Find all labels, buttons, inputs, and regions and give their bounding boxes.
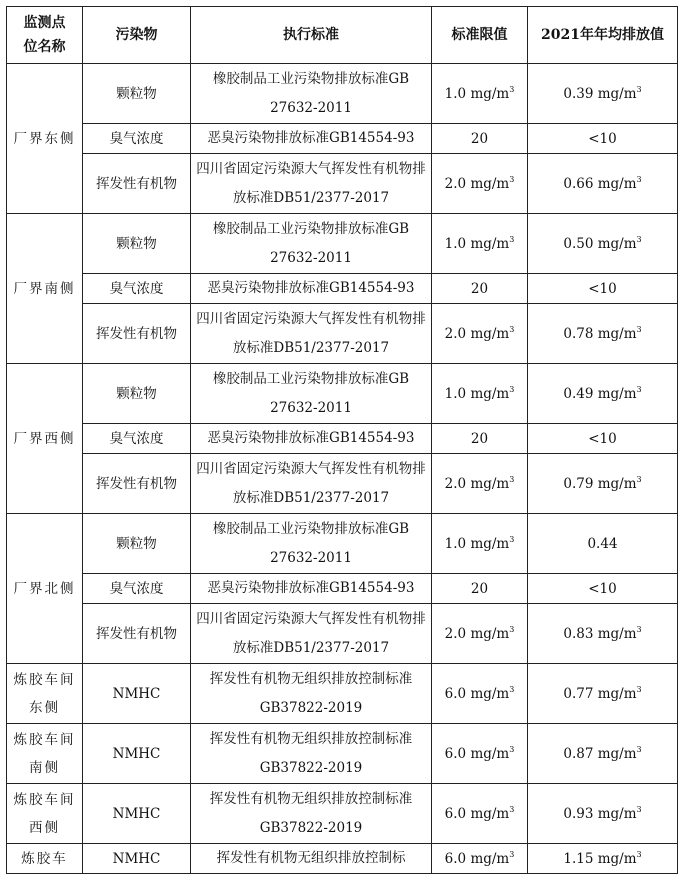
limit-value: 20 [470, 430, 489, 447]
limit-cell [432, 424, 528, 454]
limit-value: 2.0 [444, 475, 467, 492]
avg-cell [528, 574, 678, 604]
header-site: 监测点位名称 [7, 7, 83, 64]
limit-unit: mg/m [470, 685, 510, 702]
avg-unit: mg/m [597, 805, 637, 822]
avg-value: 0.44 [587, 535, 618, 552]
limit-value: 6.0 [444, 685, 467, 702]
header-annual-avg: 2021年年均排放值 [528, 7, 678, 64]
limit-cell [432, 844, 528, 874]
limit-unit-sup: 3 [509, 384, 515, 394]
limit-unit-sup: 3 [509, 474, 515, 484]
limit-unit: mg/m [470, 85, 510, 102]
avg-cell [528, 304, 678, 364]
limit-cell [432, 64, 528, 124]
limit-unit-sup: 3 [509, 174, 515, 184]
avg-value: 0.66 [563, 175, 594, 192]
avg-unit-sup: 3 [636, 84, 642, 94]
limit-value: 2.0 [444, 625, 467, 642]
avg-value: <10 [588, 580, 617, 597]
pollutant-cell: 臭气浓度 [83, 574, 191, 604]
avg-cell [528, 124, 678, 154]
avg-unit: mg/m [597, 475, 637, 492]
avg-value: 1.15 [563, 850, 594, 867]
limit-unit: mg/m [470, 625, 510, 642]
avg-value: 0.83 [563, 625, 594, 642]
limit-unit: mg/m [470, 475, 510, 492]
limit-value: 1.0 [444, 385, 467, 402]
avg-cell [528, 604, 678, 664]
limit-cell [432, 154, 528, 214]
header-standard: 执行标准 [191, 7, 432, 64]
table-row [7, 664, 678, 724]
avg-unit: mg/m [597, 325, 637, 342]
limit-cell [432, 304, 528, 364]
table-body [7, 64, 678, 874]
standard-cell: 挥发性有机物无组织排放控制标准GB37822-2019 [191, 664, 432, 724]
limit-cell [432, 364, 528, 424]
pollutant-cell: 臭气浓度 [83, 424, 191, 454]
avg-cell [528, 424, 678, 454]
avg-value: 0.79 [563, 475, 594, 492]
site-cell: 炼胶车间南侧 [7, 724, 83, 784]
pollutant-cell: 挥发性有机物 [83, 304, 191, 364]
limit-unit-sup: 3 [509, 849, 515, 859]
header-pollutant: 污染物 [83, 7, 191, 64]
limit-cell [432, 514, 528, 574]
avg-unit-sup: 3 [636, 624, 642, 634]
limit-unit: mg/m [470, 850, 510, 867]
limit-unit: mg/m [470, 175, 510, 192]
standard-cell: 挥发性有机物无组织排放控制标准GB37822-2019 [191, 784, 432, 844]
limit-cell [432, 214, 528, 274]
avg-value: 0.87 [563, 745, 594, 762]
avg-value: 0.77 [563, 685, 594, 702]
emission-table [6, 6, 678, 874]
site-cell: 厂界西侧 [7, 364, 83, 514]
pollutant-cell: 颗粒物 [83, 214, 191, 274]
avg-unit: mg/m [597, 175, 637, 192]
limit-unit: mg/m [470, 385, 510, 402]
standard-cell: 四川省固定污染源大气挥发性有机物排放标准DB51/2377-2017 [191, 154, 432, 214]
site-cell: 厂界东侧 [7, 64, 83, 214]
limit-cell [432, 124, 528, 154]
avg-unit: mg/m [597, 850, 637, 867]
limit-value: 20 [470, 130, 489, 147]
avg-cell [528, 784, 678, 844]
site-cell: 炼胶车间西侧 [7, 784, 83, 844]
standard-cell: 橡胶制品工业污染物排放标准GB 27632-2011 [191, 364, 432, 424]
avg-cell [528, 154, 678, 214]
avg-unit-sup: 3 [636, 234, 642, 244]
limit-value: 2.0 [444, 175, 467, 192]
site-cell: 炼胶车间东侧 [7, 664, 83, 724]
pollutant-cell: 挥发性有机物 [83, 604, 191, 664]
limit-unit-sup: 3 [509, 684, 515, 694]
standard-cell: 四川省固定污染源大气挥发性有机物排放标准DB51/2377-2017 [191, 454, 432, 514]
standard-cell: 橡胶制品工业污染物排放标准GB 27632-2011 [191, 514, 432, 574]
limit-unit-sup: 3 [509, 324, 515, 334]
avg-value: <10 [588, 430, 617, 447]
pollutant-cell: 挥发性有机物 [83, 454, 191, 514]
limit-cell [432, 604, 528, 664]
avg-value: <10 [588, 280, 617, 297]
avg-unit-sup: 3 [636, 684, 642, 694]
table-row [7, 364, 678, 424]
avg-unit-sup: 3 [636, 744, 642, 754]
avg-cell [528, 664, 678, 724]
avg-cell [528, 64, 678, 124]
avg-cell [528, 274, 678, 304]
limit-value: 1.0 [444, 535, 467, 552]
limit-cell [432, 664, 528, 724]
standard-cell: 橡胶制品工业污染物排放标准GB 27632-2011 [191, 214, 432, 274]
standard-cell: 四川省固定污染源大气挥发性有机物排放标准DB51/2377-2017 [191, 304, 432, 364]
avg-unit: mg/m [597, 235, 637, 252]
limit-unit-sup: 3 [509, 744, 515, 754]
limit-value: 6.0 [444, 745, 467, 762]
table-row [7, 454, 678, 514]
avg-value: 0.49 [563, 385, 594, 402]
table-row [7, 604, 678, 664]
site-cell: 厂界南侧 [7, 214, 83, 364]
limit-cell [432, 784, 528, 844]
avg-unit-sup: 3 [636, 324, 642, 334]
table-row [7, 274, 678, 304]
table-row [7, 514, 678, 574]
standard-cell: 橡胶制品工业污染物排放标准GB 27632-2011 [191, 64, 432, 124]
standard-cell: 四川省固定污染源大气挥发性有机物排放标准DB51/2377-2017 [191, 604, 432, 664]
standard-cell: 恶臭污染物排放标准GB14554-93 [191, 124, 432, 154]
limit-unit-sup: 3 [509, 534, 515, 544]
table-row [7, 724, 678, 784]
avg-unit-sup: 3 [636, 384, 642, 394]
avg-value: <10 [588, 130, 617, 147]
limit-value: 6.0 [444, 805, 467, 822]
table-row [7, 154, 678, 214]
table-row [7, 574, 678, 604]
standard-cell: 挥发性有机物无组织排放控制标 [191, 844, 432, 874]
limit-unit: mg/m [470, 325, 510, 342]
avg-cell [528, 724, 678, 784]
pollutant-cell: 臭气浓度 [83, 124, 191, 154]
table-header-row [7, 7, 678, 64]
avg-value: 0.50 [563, 235, 594, 252]
limit-unit: mg/m [470, 535, 510, 552]
table-row [7, 64, 678, 124]
limit-unit-sup: 3 [509, 234, 515, 244]
pollutant-cell: 颗粒物 [83, 64, 191, 124]
pollutant-cell: NMHC [83, 724, 191, 784]
table-row [7, 844, 678, 874]
limit-cell [432, 454, 528, 514]
avg-unit: mg/m [597, 385, 637, 402]
pollutant-cell: 颗粒物 [83, 364, 191, 424]
standard-cell: 恶臭污染物排放标准GB14554-93 [191, 424, 432, 454]
limit-unit-sup: 3 [509, 804, 515, 814]
limit-value: 2.0 [444, 325, 467, 342]
pollutant-cell: 臭气浓度 [83, 274, 191, 304]
limit-unit: mg/m [470, 745, 510, 762]
limit-value: 1.0 [444, 235, 467, 252]
avg-value: 0.39 [563, 85, 594, 102]
limit-unit: mg/m [470, 235, 510, 252]
limit-value: 20 [470, 580, 489, 597]
limit-cell [432, 574, 528, 604]
limit-unit: mg/m [470, 805, 510, 822]
avg-cell [528, 364, 678, 424]
pollutant-cell: NMHC [83, 664, 191, 724]
avg-unit-sup: 3 [636, 174, 642, 184]
table-row [7, 124, 678, 154]
limit-value: 20 [470, 280, 489, 297]
avg-cell [528, 844, 678, 874]
pollutant-cell: 挥发性有机物 [83, 154, 191, 214]
avg-unit: mg/m [597, 745, 637, 762]
pollutant-cell: 颗粒物 [83, 514, 191, 574]
table-row [7, 214, 678, 274]
table-row [7, 784, 678, 844]
pollutant-cell: NMHC [83, 784, 191, 844]
site-cell: 厂界北侧 [7, 514, 83, 664]
avg-unit-sup: 3 [636, 804, 642, 814]
avg-cell [528, 214, 678, 274]
header-limit: 标准限值 [432, 7, 528, 64]
avg-unit-sup: 3 [636, 849, 642, 859]
avg-value: 0.78 [563, 325, 594, 342]
limit-cell [432, 724, 528, 784]
avg-cell [528, 514, 678, 574]
limit-value: 1.0 [444, 85, 467, 102]
table-row [7, 304, 678, 364]
limit-value: 6.0 [444, 850, 467, 867]
standard-cell: 恶臭污染物排放标准GB14554-93 [191, 574, 432, 604]
pollutant-cell: NMHC [83, 844, 191, 874]
avg-unit: mg/m [597, 85, 637, 102]
limit-unit-sup: 3 [509, 84, 515, 94]
avg-cell [528, 454, 678, 514]
avg-unit: mg/m [597, 625, 637, 642]
standard-cell: 恶臭污染物排放标准GB14554-93 [191, 274, 432, 304]
site-cell: 炼胶车 [7, 844, 83, 874]
avg-unit: mg/m [597, 685, 637, 702]
standard-cell: 挥发性有机物无组织排放控制标准GB37822-2019 [191, 724, 432, 784]
table-row [7, 424, 678, 454]
avg-value: 0.93 [563, 805, 594, 822]
avg-unit-sup: 3 [636, 474, 642, 484]
limit-cell [432, 274, 528, 304]
limit-unit-sup: 3 [509, 624, 515, 634]
